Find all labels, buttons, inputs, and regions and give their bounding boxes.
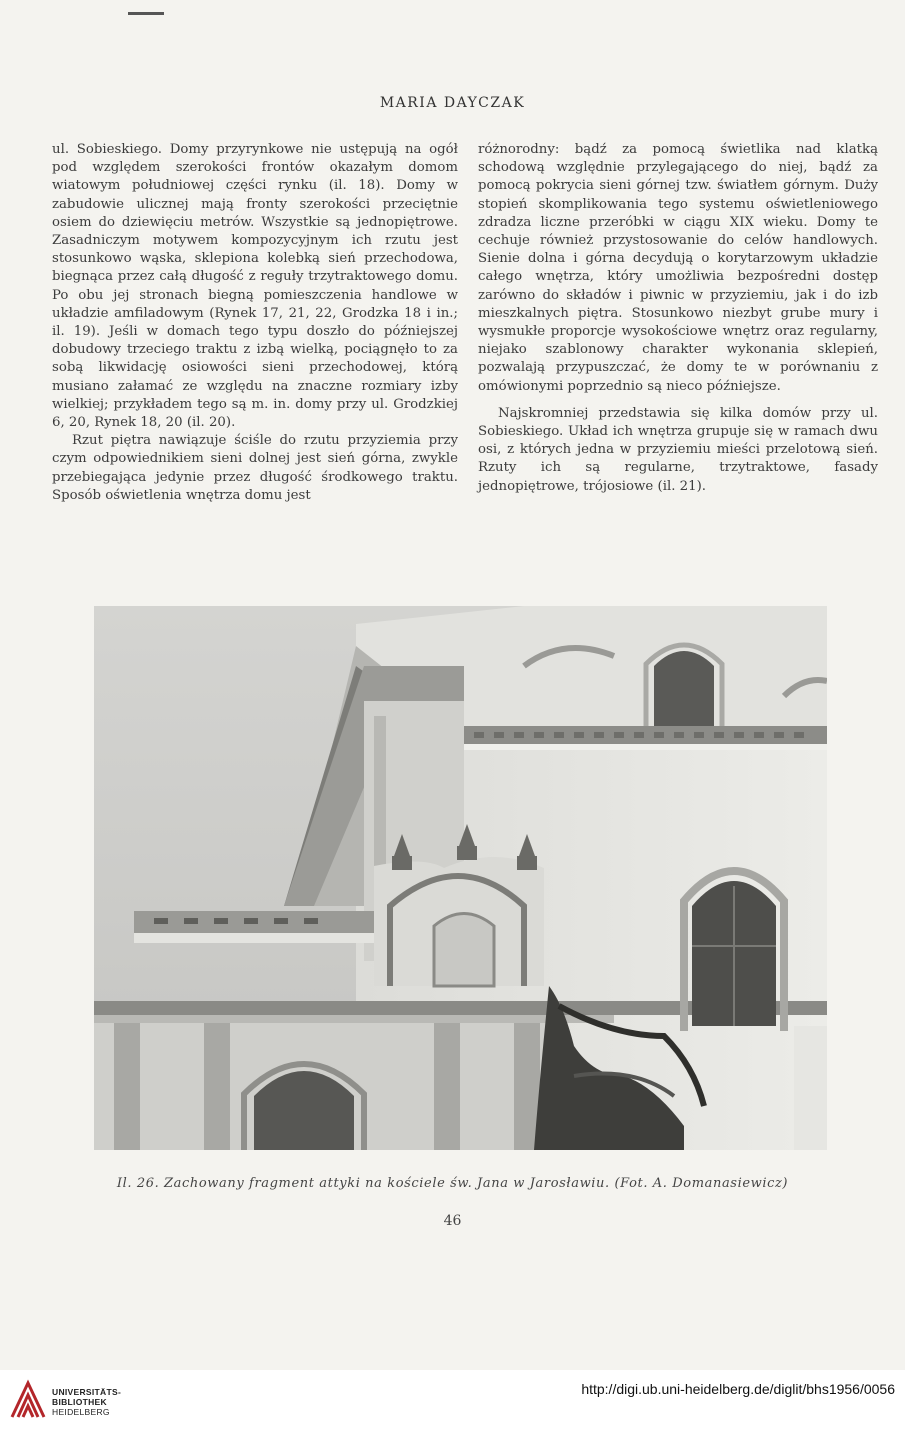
page-number: 46 bbox=[443, 1213, 462, 1229]
scan-mark bbox=[128, 12, 164, 15]
university-library-logo-icon bbox=[10, 1379, 46, 1423]
right-column bbox=[478, 141, 878, 496]
left-paragraph-1: ul. Sobieskiego. Domy przyrynkowe nie ustępują na ogół pod względem szerokości frontów okazałym domom wiatowym południowej części rynku (il. 18). Domy w zabudowie ulicznej mają fronty szerokości przeciętnie osiem do dziewięciu metrów. Wszystkie są jednopiętrowe. Zasadniczym motywem kompozycyjnym ich rzutu jest stosunkowo wąska, sklepiona kolebką sień przechodowa, biegnąca przez całą długość z reguły trzytraktowego domu. Po obu jej stronach biegną pomieszczenia handlowe w układzie amfiladowym (Rynek 17, 21, 22, Grodzka 18 i in.; il. 19). Jeśli w domach tego typu doszło do późniejszej dobudowy trzeciego traktu z izbą wielką, pociągnęło to za sobą likwidację osiowości sieni przechodowej, którą musiano załamać ze względu na znaczne rozmiary izby wielkiej; przykładem tego są m. in. domy przy ul. Grodzkiej 6, 20, Rynek 18, 20 (il. 20). bbox=[52, 142, 458, 431]
church-attic-photograph bbox=[94, 606, 827, 1150]
figure-caption: Il. 26. Zachowany fragment attyki na kościele św. Jana w Jarosławiu. (Fot. A. Domanasiewicz) bbox=[116, 1176, 789, 1191]
running-head: MARIA DAYCZAK bbox=[379, 95, 526, 111]
right-paragraph-1: różnorodny: bądź za pomocą świetlika nad klatką schodową względnie przylegającego do niej, bądź za pomocą pokrycia sieni górnej tzw. światłem górnym. Duży stopień skomplikowania tego systemu oświetleniowego zdradza liczne przeróbki w ciągu XIX wieku. Domy te cechuje również przystosowanie do celów handlowych. Sienie dolna i górna decydują o korytarzowym układzie całego wnętrza, który umożliwia bezpośredni dostęp zarówno do składów i piwnic w przyziemiu, jak i do izb mieszkalnych piętra. Stosunkowo niezbyt grube mury i wysmukłe proporcje wysokościowe wnętrz oraz regularny, niejako szablonowy charakter wykonania sklepień, pozwalają przypuszczać, że domy te w porównaniu z omówionymi poprzednio są nieco późniejsze. bbox=[478, 142, 878, 394]
footer-bar bbox=[0, 1370, 905, 1436]
right-paragraph-2: Najskromniej przedstawia się kilka domów przy ul. Sobieskiego. Układ ich wnętrza grupuje się w ramach dwu osi, z których jedna w przyziemiu mieści przelotową sień. Rzuty ich są regularne, trzytraktowe, fasady jednopiętrowe, trójosiowe (il. 21). bbox=[478, 405, 878, 494]
left-paragraph-2: Rzut piętra nawiązuje ściśle do rzutu przyziemia przy czym odpowiednikiem sieni dolnej jest sień górna, zwykle przebiegająca jedynie przez długość środkowego traktu. Sposób oświetlenia wnętrza domu jest bbox=[52, 433, 458, 503]
library-name bbox=[52, 1387, 121, 1417]
permalink-url[interactable]: http://digi.ub.uni-heidelberg.de/diglit/bhs1956/0056 bbox=[581, 1381, 895, 1397]
library-name-line-3: HEIDELBERG bbox=[52, 1407, 110, 1417]
library-name-line-1: UNIVERSITÄTS- bbox=[52, 1387, 122, 1397]
library-name-line-2: BIBLIOTHEK bbox=[52, 1397, 107, 1407]
left-column bbox=[52, 141, 458, 505]
